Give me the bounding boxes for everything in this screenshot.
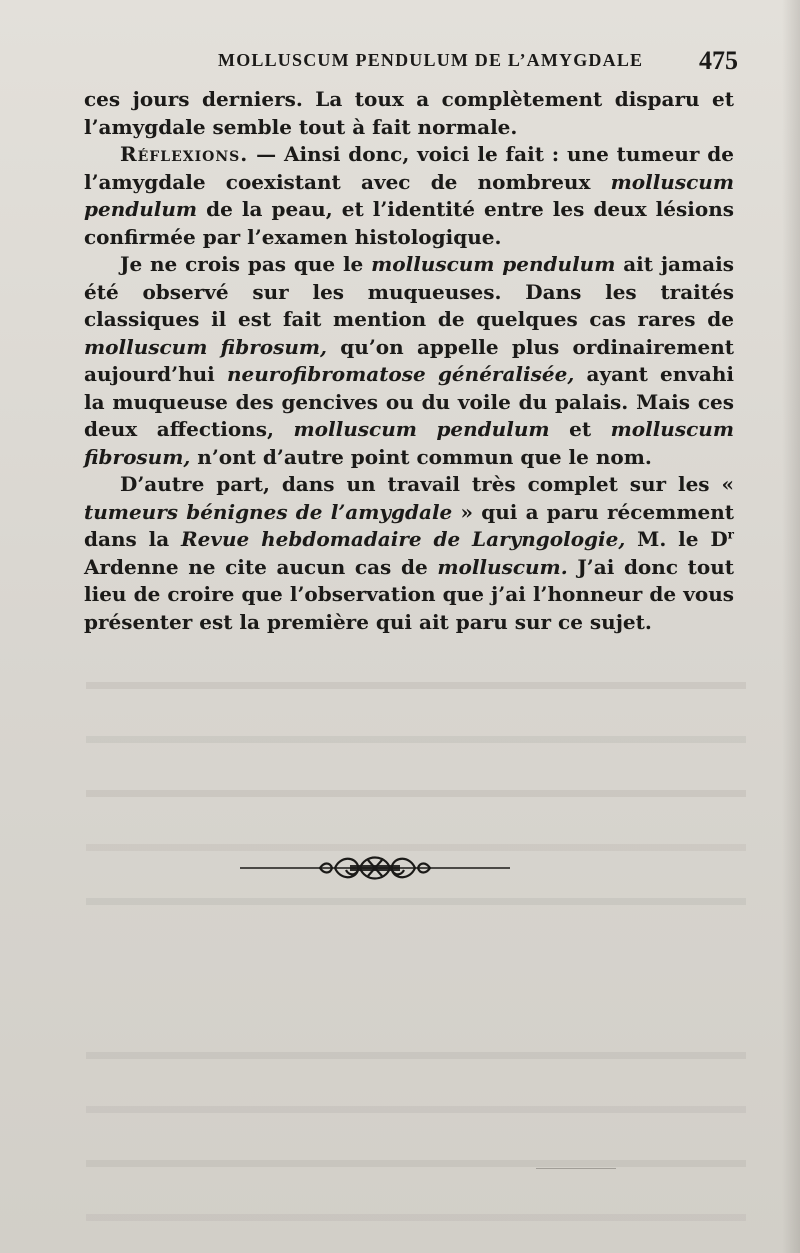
page-number: 475 bbox=[699, 46, 738, 75]
reflexions-label: Réflexions. bbox=[120, 142, 249, 166]
body-text bbox=[84, 86, 734, 636]
paragraph-2: Réflexions. — Ainsi donc, voici le fait : une tumeur de l’amygdale coexistant avec de nombreux molluscum pendulum de la peau, et l’identité entre les deux lésions confirmée par l’examen histologique. bbox=[84, 142, 734, 249]
paragraph-4: D’autre part, dans un travail très complet sur les « tumeurs bénignes de l’amygdale » qui a paru récemment dans la Revue hebdomadaire de Laryngologie, M. le $D^r$ Ardenne ne cite aucun cas de molluscum. J’ai donc tout lieu de croire que l’observation que j’ai l’honneur de vous présenter est la première qui ait paru sur ce sujet. bbox=[84, 472, 734, 634]
running-title: MOLLUSCUM PENDULUM DE L’AMYGDALE bbox=[218, 50, 644, 70]
decorative-tailpiece-icon bbox=[240, 848, 510, 888]
page-header bbox=[88, 46, 738, 80]
show-through-texture bbox=[86, 655, 746, 1221]
paragraph-1: ces jours derniers. La toux a complètement disparu et l’amygdale semble tout à fait normale. bbox=[84, 87, 734, 139]
paragraph-3: Je ne crois pas que le molluscum pendulum ait jamais été observé sur les muqueuses. Dans les traités classiques il est fait mention de quelques cas rares de molluscum fibrosum, qu’on appelle plus ordinairement aujourd’hui neurofibromatose généralisée, ayant envahi la muqueuse des gencives ou du voile du palais. Mais ces deux affections, molluscum pendulum et molluscum fibrosum, n’ont d’autre point commun que le nom. bbox=[84, 252, 735, 469]
page-edge-shadow bbox=[782, 0, 800, 1253]
bottom-rule bbox=[536, 1168, 616, 1169]
